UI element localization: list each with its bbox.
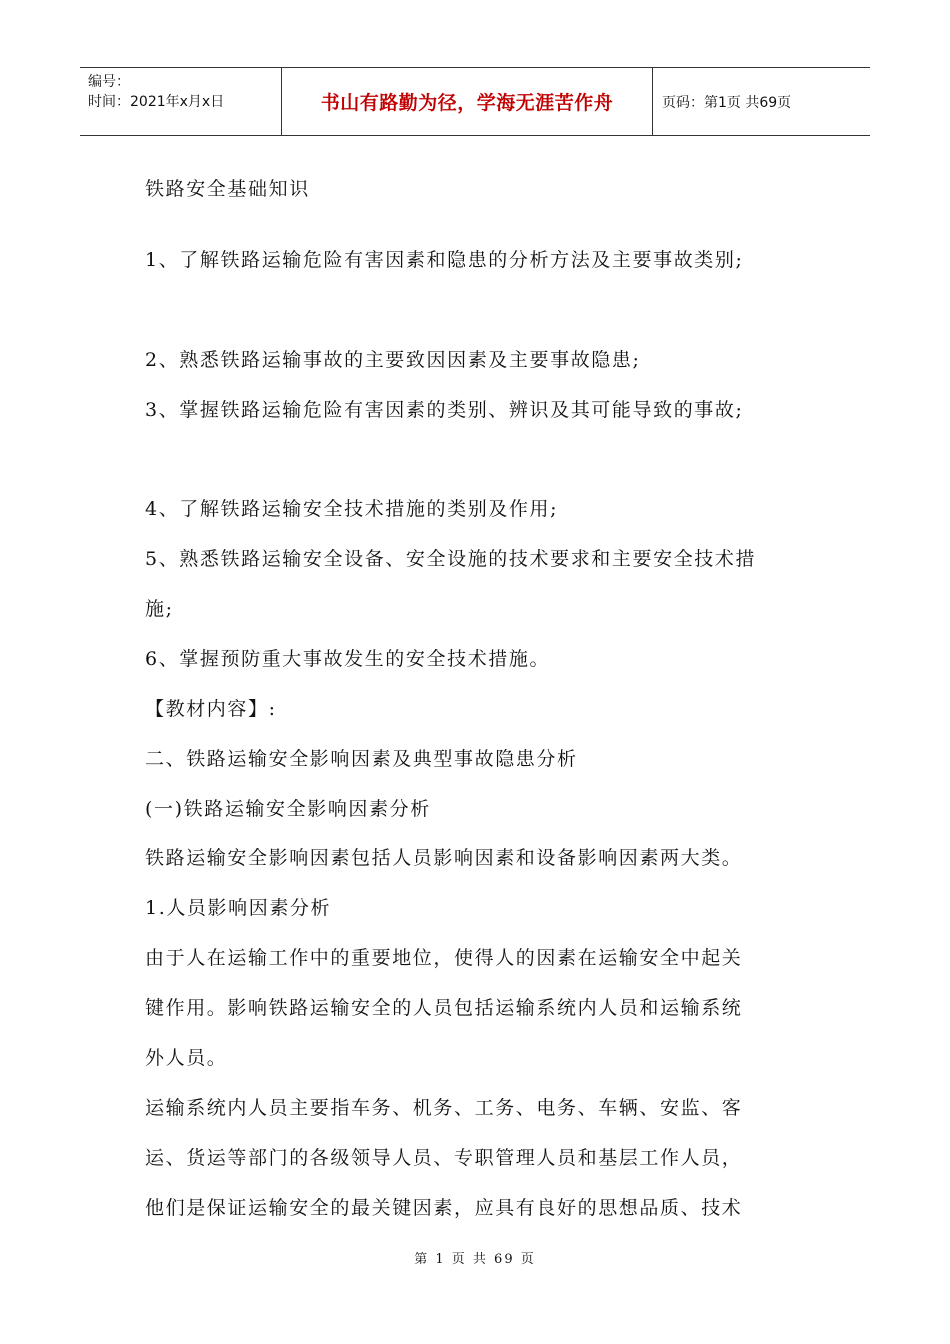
paragraph-line: 他们是保证运输安全的最关键因素，应具有良好的思想品质、技术	[145, 1197, 743, 1219]
paragraph-line: 键作用。影响铁路运输安全的人员包括运输系统内人员和运输系统	[145, 997, 743, 1019]
header-meta	[80, 68, 281, 135]
page-footer: 第 1 页 共 69 页	[414, 1252, 536, 1267]
motto: 书山有路勤为径，学海无涯苦作舟	[320, 92, 614, 114]
paragraph-line: 6、掌握预防重大事故发生的安全技术措施。	[145, 648, 551, 670]
paragraph-line: 3、掌握铁路运输危险有害因素的类别、辨识及其可能导致的事故;	[145, 399, 744, 421]
header-motto-cell	[281, 68, 653, 135]
header-page-info-cell	[653, 68, 870, 135]
section-label: 【教材内容】:	[145, 698, 277, 720]
paragraph-line: 4、了解铁路运输安全技术措施的类别及作用;	[145, 498, 559, 520]
paragraph-line: 铁路运输安全影响因素包括人员影响因素和设备影响因素两大类。	[145, 847, 743, 869]
paragraph-line: 5、熟悉铁路运输安全设备、安全设施的技术要求和主要安全技术措	[145, 548, 757, 570]
document-header	[80, 67, 870, 136]
number-label: 编号：	[88, 74, 130, 90]
doc-title: 铁路安全基础知识	[145, 178, 310, 200]
paragraph-line: 施;	[145, 598, 174, 620]
subsection-heading: (一)铁路运输安全影响因素分析	[145, 798, 431, 820]
paragraph-line: 1、了解铁路运输危险有害因素和隐患的分析方法及主要事故类别;	[145, 249, 744, 271]
paragraph-line: 由于人在运输工作中的重要地位，使得人的因素在运输安全中起关	[145, 947, 743, 969]
paragraph-line: 运、货运等部门的各级领导人员、专职管理人员和基层工作人员，	[145, 1147, 743, 1169]
paragraph-line: 外人员。	[145, 1047, 228, 1069]
subsection-heading: 1.人员影响因素分析	[145, 897, 332, 919]
paragraph-line: 2、熟悉铁路运输事故的主要致因因素及主要事故隐患;	[145, 349, 641, 371]
time-label: 时间：2021年x月x日	[88, 94, 225, 110]
section-heading: 二、铁路运输安全影响因素及典型事故隐患分析	[145, 748, 578, 770]
paragraph-line: 运输系统内人员主要指车务、机务、工务、电务、车辆、安监、客	[145, 1097, 743, 1119]
page-info: 页码：第1页 共69页	[662, 94, 792, 111]
